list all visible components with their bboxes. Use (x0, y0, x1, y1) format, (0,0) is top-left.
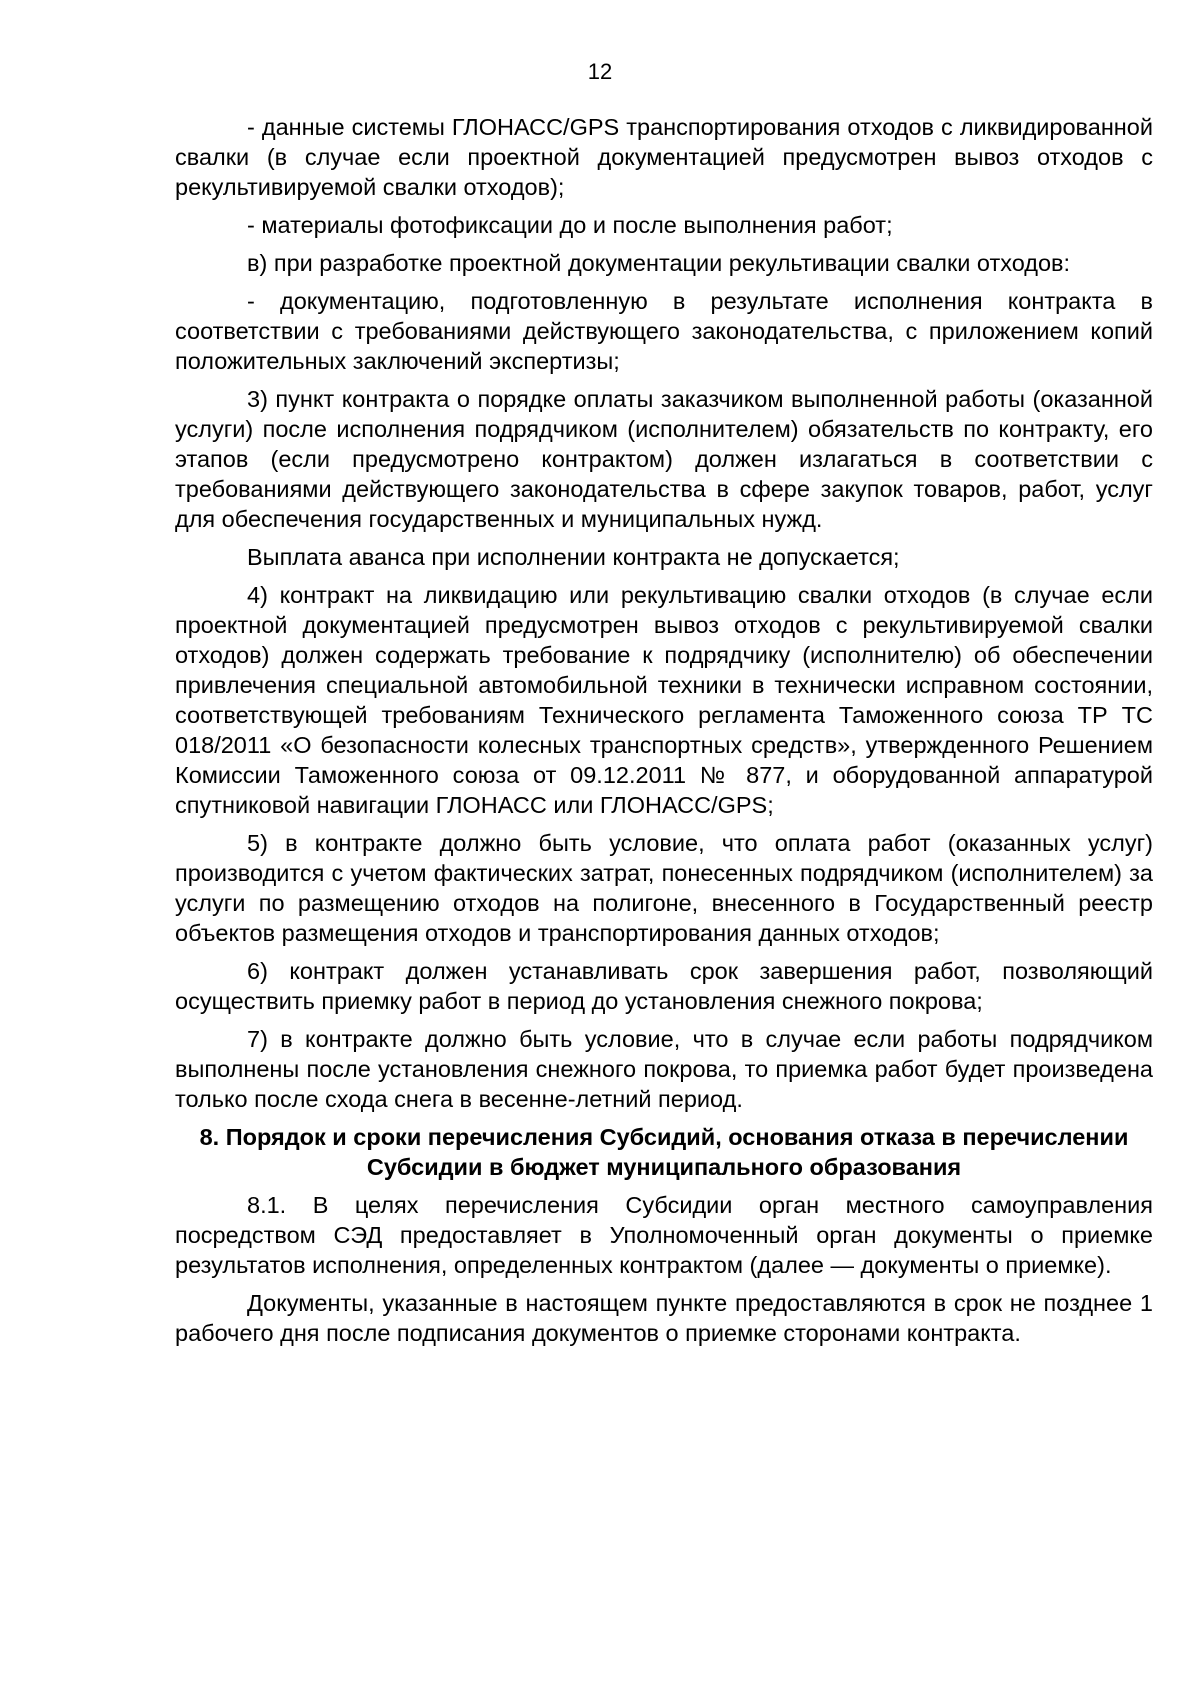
paragraph-glonass-data: - данные системы ГЛОНАСС/GPS транспортирования отходов с ликвидированной свалки (в случае если проектной документацией предусмотрен вывоз отходов с рекультивируемой свалки отходов); (175, 114, 1153, 200)
section-heading: 8. Порядок и сроки перечисления Субсидий, основания отказа в перечислении Субсидии в бюджет муниципального образования (199, 1124, 1129, 1180)
paragraph-item-3: 3) пункт контракта о порядке оплаты заказчиком выполненной работы (оказанной услуги) после исполнения подрядчиком (исполнителем) обязательств по контракту, его этапов (если предусмотрено контрактом) должен излагаться в соответствии с требованиями действующего законодательства в сфере закупок товаров, работ, услуг для обеспечения государственных и муниципальных нужд. (175, 386, 1153, 532)
paragraph-item-7: 7) в контракте должно быть условие, что в случае если работы подрядчиком выполнены после установления снежного покрова, то приемка работ будет произведена только после схода снега в весенне-летний период. (175, 1026, 1153, 1112)
document-body (175, 112, 1153, 1356)
paragraph-advance-payment: Выплата аванса при исполнении контракта не допускается; (247, 544, 900, 570)
paragraph-item-5: 5) в контракте должно быть условие, что оплата работ (оказанных услуг) производится с учетом фактических затрат, понесенных подрядчиком (исполнителем) за услуги по размещению отходов на полигоне, внесенного в Государственный реестр объектов размещения отходов и транспортирования данных отходов; (175, 830, 1153, 946)
paragraph-documents-deadline: Документы, указанные в настоящем пункте предоставляются в срок не позднее 1 рабочего дня после подписания документов о приемке сторонами контракта. (175, 1290, 1153, 1346)
page-number: 12 (587, 59, 613, 84)
paragraph-documentation: - документацию, подготовленную в результате исполнения контракта в соответствии с требованиями действующего законодательства, с приложением копий положительных заключений экспертизы; (175, 288, 1153, 374)
paragraph-item-4: 4) контракт на ликвидацию или рекультивацию свалки отходов (в случае если проектной документацией предусмотрен вывоз отходов с рекультивируемой свалки отходов) должен содержать требование к подрядчику (исполнителю) об обеспечении привлечения специальной автомобильной техники в технически исправном состоянии, соответствующей требованиям Технического регламента Таможенного союза ТР ТС 018/2011 «О безопасности колесных транспортных средств», утвержденного Решением Комиссии Таможенного союза от 09.12.2011 № 877, и оборудованной аппаратурой спутниковой навигации ГЛОНАСС или ГЛОНАСС/GPS; (175, 582, 1153, 818)
paragraph-photo-materials: - материалы фотофиксации до и после выполнения работ; (247, 212, 893, 238)
paragraph-item-6: 6) контракт должен устанавливать срок завершения работ, позволяющий осуществить приемку работ в период до установления снежного покрова; (175, 958, 1153, 1014)
paragraph-item-v: в) при разработке проектной документации рекультивации свалки отходов: (247, 250, 1071, 276)
paragraph-8-1: 8.1. В целях перечисления Субсидии орган местного самоуправления посредством СЭД предоставляет в Уполномоченный орган документы о приемке результатов исполнения, определенных контрактом (далее — документы о приемке). (175, 1192, 1153, 1278)
